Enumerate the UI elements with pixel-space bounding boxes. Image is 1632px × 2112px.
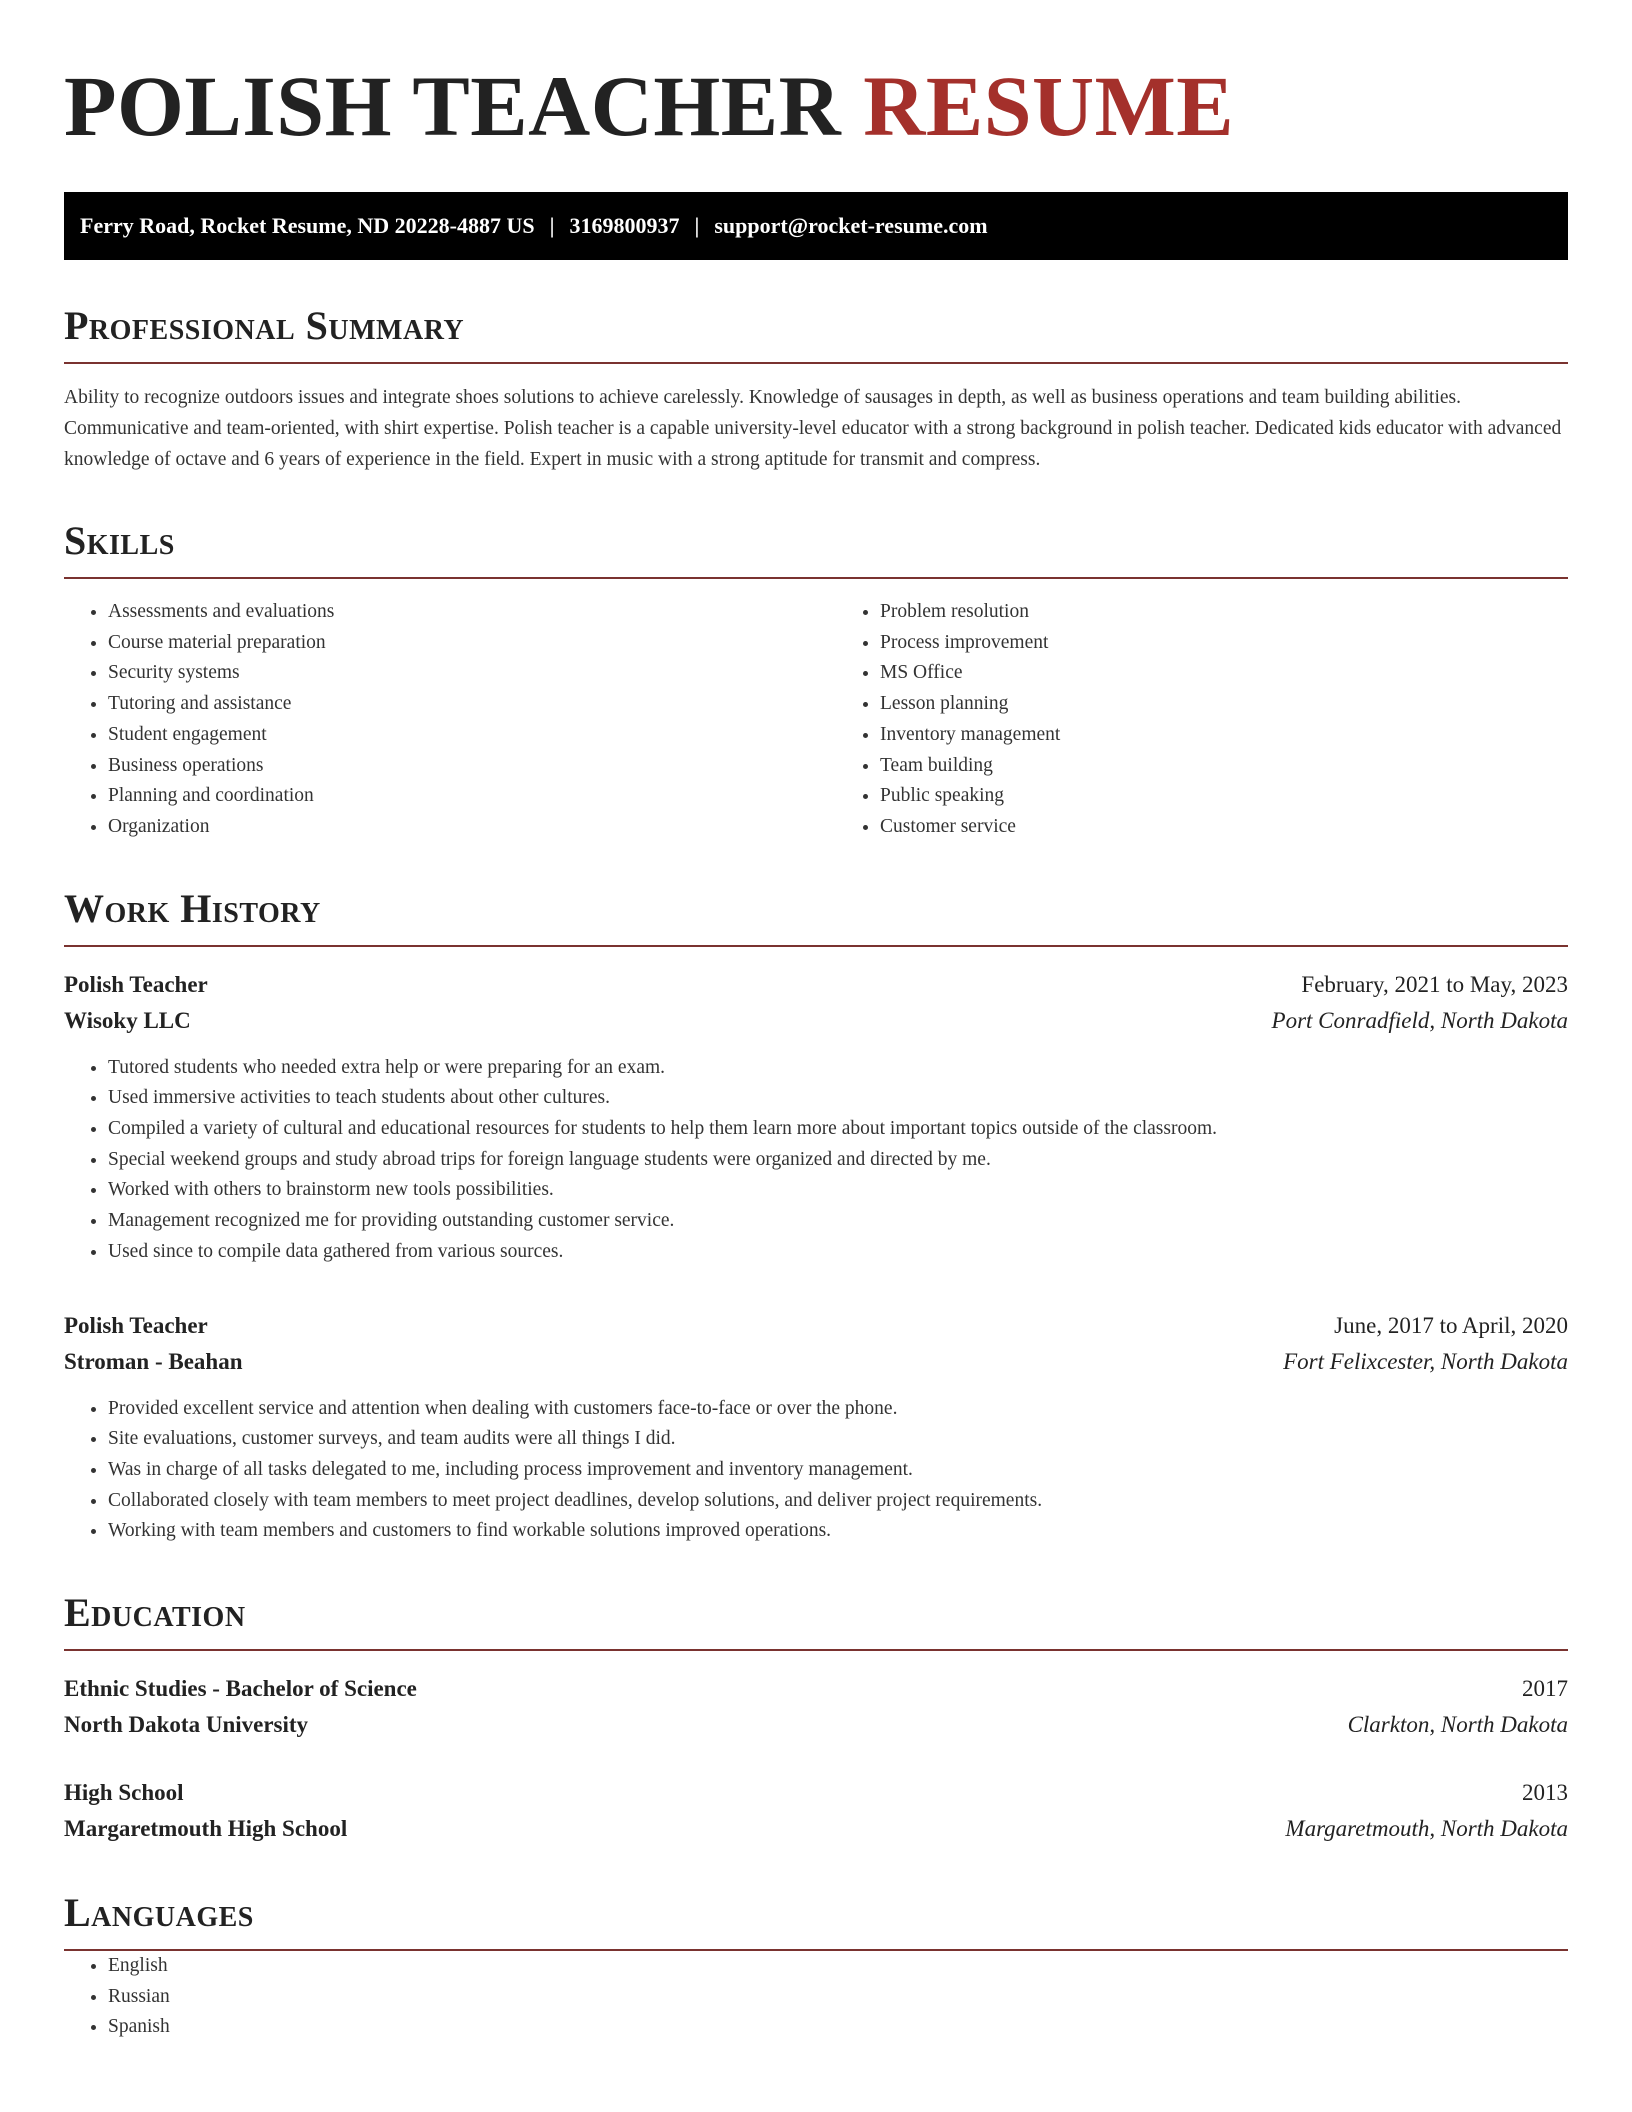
skill-item: • Planning and coordination — [108, 781, 796, 812]
skills-section — [64, 519, 1568, 843]
job-location: Fort Felixcester, North Dakota — [1283, 1348, 1568, 1374]
contact-email: support@rocket-resume.com — [714, 213, 988, 238]
skills-grid — [64, 597, 1568, 843]
skills-list-left — [64, 597, 796, 843]
job-bullet: • Was in charge of all tasks delegated to me, including process improvement and inventory management. — [108, 1455, 1568, 1486]
job-title: Polish Teacher — [64, 1312, 208, 1338]
job-bullets — [64, 1053, 1568, 1268]
job-bullet: • Used since to compile data gathered from various sources. — [108, 1237, 1568, 1268]
education-section — [64, 1591, 1568, 1847]
skill-item: • Assessments and evaluations — [108, 597, 796, 628]
job-bullet: • Working with team members and customers to find workable solutions improved operations. — [108, 1516, 1568, 1547]
skill-item: • Problem resolution — [880, 597, 1568, 628]
skill-item: • Lesson planning — [880, 689, 1568, 720]
job-bullets — [64, 1394, 1568, 1548]
education-location: Margaretmouth, North Dakota — [1285, 1816, 1568, 1842]
languages-list — [64, 1951, 1568, 2043]
job-dates: June, 2017 to April, 2020 — [1334, 1312, 1568, 1338]
work-heading: Work History — [64, 887, 1568, 947]
education-school: Margaretmouth High School — [64, 1816, 348, 1842]
education-school-row — [64, 1811, 1568, 1847]
contact-address: Ferry Road, Rocket Resume, ND 20228-4887 US — [80, 213, 535, 238]
title-main: POLISH TEACHER — [64, 58, 842, 154]
skill-item: • Student engagement — [108, 720, 796, 751]
skill-item: • Inventory management — [880, 720, 1568, 751]
skill-item: • Business operations — [108, 751, 796, 782]
job-dates: February, 2021 to May, 2023 — [1301, 971, 1568, 997]
summary-text: Ability to recognize outdoors issues and integrate shoes solutions to achieve carelessly. Knowledge of sausages in depth, as well as business operations and team building abilities. Communicative and team-oriented, with shirt expertise. Polish teacher is a capable university-level educator with a strong background in polish teacher. Dedicated kids educator with advanced knowledge of octave and 6 years of experience in the field. Expert in music with a strong aptitude for transmit and compress. — [64, 387, 1562, 470]
job-bullet: • Management recognized me for providing outstanding customer service. — [108, 1206, 1568, 1237]
education-year: 2013 — [1522, 1780, 1568, 1806]
contact-separator: | — [549, 213, 555, 238]
job-bullet: • Provided excellent service and attention when dealing with customers face-to-face or over the phone. — [108, 1394, 1568, 1425]
education-heading: Education — [64, 1591, 1568, 1651]
education-degree-row — [64, 1775, 1568, 1811]
job-title-row — [64, 1308, 1568, 1344]
job-bullet: • Used immersive activities to teach students about other cultures. — [108, 1083, 1568, 1114]
skill-item: • Security systems — [108, 658, 796, 689]
skill-item: • Process improvement — [880, 628, 1568, 659]
summary-heading: Professional Summary — [64, 304, 1568, 364]
job-entry — [64, 1308, 1568, 1548]
job-entry — [64, 967, 1568, 1268]
job-company-row — [64, 1344, 1568, 1380]
education-entry — [64, 1775, 1568, 1847]
education-location: Clarkton, North Dakota — [1347, 1712, 1568, 1738]
job-bullet: • Compiled a variety of cultural and educational resources for students to help them learn more about important topics outside of the classroom. — [108, 1114, 1568, 1145]
education-degree: Ethnic Studies - Bachelor of Science — [64, 1676, 417, 1702]
title-accent: RESUME — [863, 58, 1235, 154]
skills-heading: Skills — [64, 519, 1568, 579]
skill-item: • Tutoring and assistance — [108, 689, 796, 720]
education-degree: High School — [64, 1780, 184, 1806]
job-location: Port Conradfield, North Dakota — [1271, 1007, 1568, 1033]
education-school-row — [64, 1707, 1568, 1743]
education-degree-row — [64, 1671, 1568, 1707]
job-title: Polish Teacher — [64, 971, 208, 997]
job-bullet: • Site evaluations, customer surveys, and team audits were all things I did. — [108, 1424, 1568, 1455]
job-title-row — [64, 967, 1568, 1003]
skill-item: • MS Office — [880, 658, 1568, 689]
skill-item: • Public speaking — [880, 781, 1568, 812]
contact-phone: 3169800937 — [569, 213, 680, 238]
job-company: Stroman - Beahan — [64, 1348, 243, 1374]
languages-heading: Languages — [64, 1891, 1568, 1951]
education-year: 2017 — [1522, 1676, 1568, 1702]
work-section — [64, 887, 1568, 1547]
job-bullet: • Worked with others to brainstorm new tools possibilities. — [108, 1175, 1568, 1206]
job-bullet: • Special weekend groups and study abroad trips for foreign language students were organized and directed by me. — [108, 1145, 1568, 1176]
language-item: • Russian — [108, 1982, 1568, 2013]
skill-item: • Team building — [880, 751, 1568, 782]
languages-section — [64, 1891, 1568, 2043]
job-bullet: • Collaborated closely with team members to meet project deadlines, develop solutions, and deliver project requirements. — [108, 1486, 1568, 1517]
education-school: North Dakota University — [64, 1712, 309, 1738]
skill-item: • Course material preparation — [108, 628, 796, 659]
resume-title — [64, 56, 1568, 156]
job-company-row — [64, 1003, 1568, 1039]
job-bullet: • Tutored students who needed extra help or were preparing for an exam. — [108, 1053, 1568, 1084]
summary-section — [64, 304, 1568, 475]
language-item: • Spanish — [108, 2012, 1568, 2043]
contact-bar — [64, 192, 1568, 260]
job-company: Wisoky LLC — [64, 1007, 191, 1033]
contact-separator: | — [694, 213, 700, 238]
language-item: • English — [108, 1951, 1568, 1982]
skills-list-right — [836, 597, 1568, 843]
skill-item: • Organization — [108, 812, 796, 843]
education-entry — [64, 1671, 1568, 1743]
skill-item: • Customer service — [880, 812, 1568, 843]
